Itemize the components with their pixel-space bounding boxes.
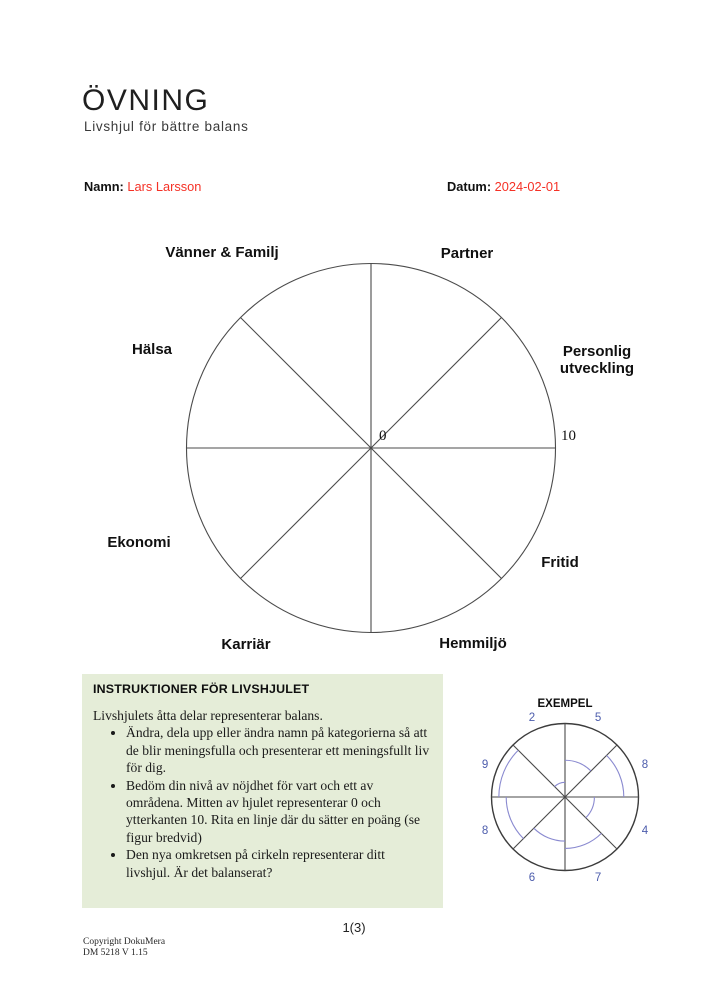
example-score-label: 5 (594, 712, 602, 725)
copyright-line-2: DM 5218 V 1.15 (83, 947, 148, 958)
example-title: EXEMPEL (537, 698, 593, 710)
wheel-category-karriar: Karriär (221, 636, 271, 653)
wheel-category-personlig-utveckling: Personlig utveckling (559, 343, 635, 377)
example-score-label: 4 (641, 825, 649, 838)
wheel-center-scale-label: 0 (379, 428, 387, 444)
date-value[interactable]: 2024-02-01 (494, 179, 561, 194)
wheel-category-partner: Partner (440, 245, 494, 262)
name-value[interactable]: Lars Larsson (127, 179, 202, 194)
instructions-heading: INSTRUKTIONER FÖR LIVSHJULET (93, 682, 310, 696)
instructions-list (93, 724, 430, 881)
example-score-label: 9 (481, 758, 489, 771)
page-number: 1(3) (342, 920, 366, 935)
wheel-edge-scale-label: 10 (561, 428, 576, 444)
example-score-label: 2 (528, 712, 536, 725)
example-score-label: 6 (528, 871, 536, 884)
wheel-category-halsa: Hälsa (131, 341, 173, 358)
example-score-label: 7 (594, 871, 602, 884)
date-field (447, 179, 560, 194)
example-score-arc (534, 828, 565, 841)
copyright-notice (83, 937, 165, 958)
example-score-arc (586, 797, 595, 818)
name-label: Namn: (84, 179, 124, 194)
example-score-label: 8 (481, 825, 489, 838)
example-score-arc (607, 755, 624, 797)
instructions-box (82, 674, 443, 908)
wheel-category-vanner-familj: Vänner & Familj (165, 244, 279, 261)
copyright-line-1: Copyright DokuMera (83, 937, 166, 947)
instruction-bullet: • Bedöm din nivå av nöjdhet för vart och ett av områdena. Mitten av hjulet representerar 0 och ytterkanten 10. Rita en linje där du sätter en poäng (se figur bredvid) (126, 777, 430, 847)
wheel-category-fritid: Fritid (541, 554, 579, 571)
name-field (84, 179, 201, 194)
example-score-arc (499, 750, 518, 797)
example-wheel-figure (470, 702, 660, 892)
instruction-bullet: • Ändra, dela upp eller ändra namn på kategorierna så att de blir meningsfulla och presenterar ett meningsfullt liv för dig. (126, 724, 430, 776)
example-score-arc (506, 797, 523, 839)
life-wheel-figure (185, 262, 557, 634)
page-title: ÖVNING (82, 84, 210, 117)
example-score-arc (565, 833, 601, 848)
wheel-category-hemmiljo: Hemmiljö (439, 635, 507, 652)
page-subtitle: Livshjul för bättre balans (84, 119, 249, 134)
example-score-arc (565, 760, 591, 771)
instructions-intro: Livshjulets åtta delar representerar balans. (93, 708, 323, 723)
example-score-arc (555, 782, 565, 786)
date-label: Datum: (447, 179, 492, 194)
wheel-category-ekonomi: Ekonomi (107, 534, 171, 551)
example-score-label: 8 (641, 758, 649, 771)
instruction-bullet: • Den nya omkretsen på cirkeln representerar ditt livshjul. Är det balanserat? (126, 846, 430, 881)
